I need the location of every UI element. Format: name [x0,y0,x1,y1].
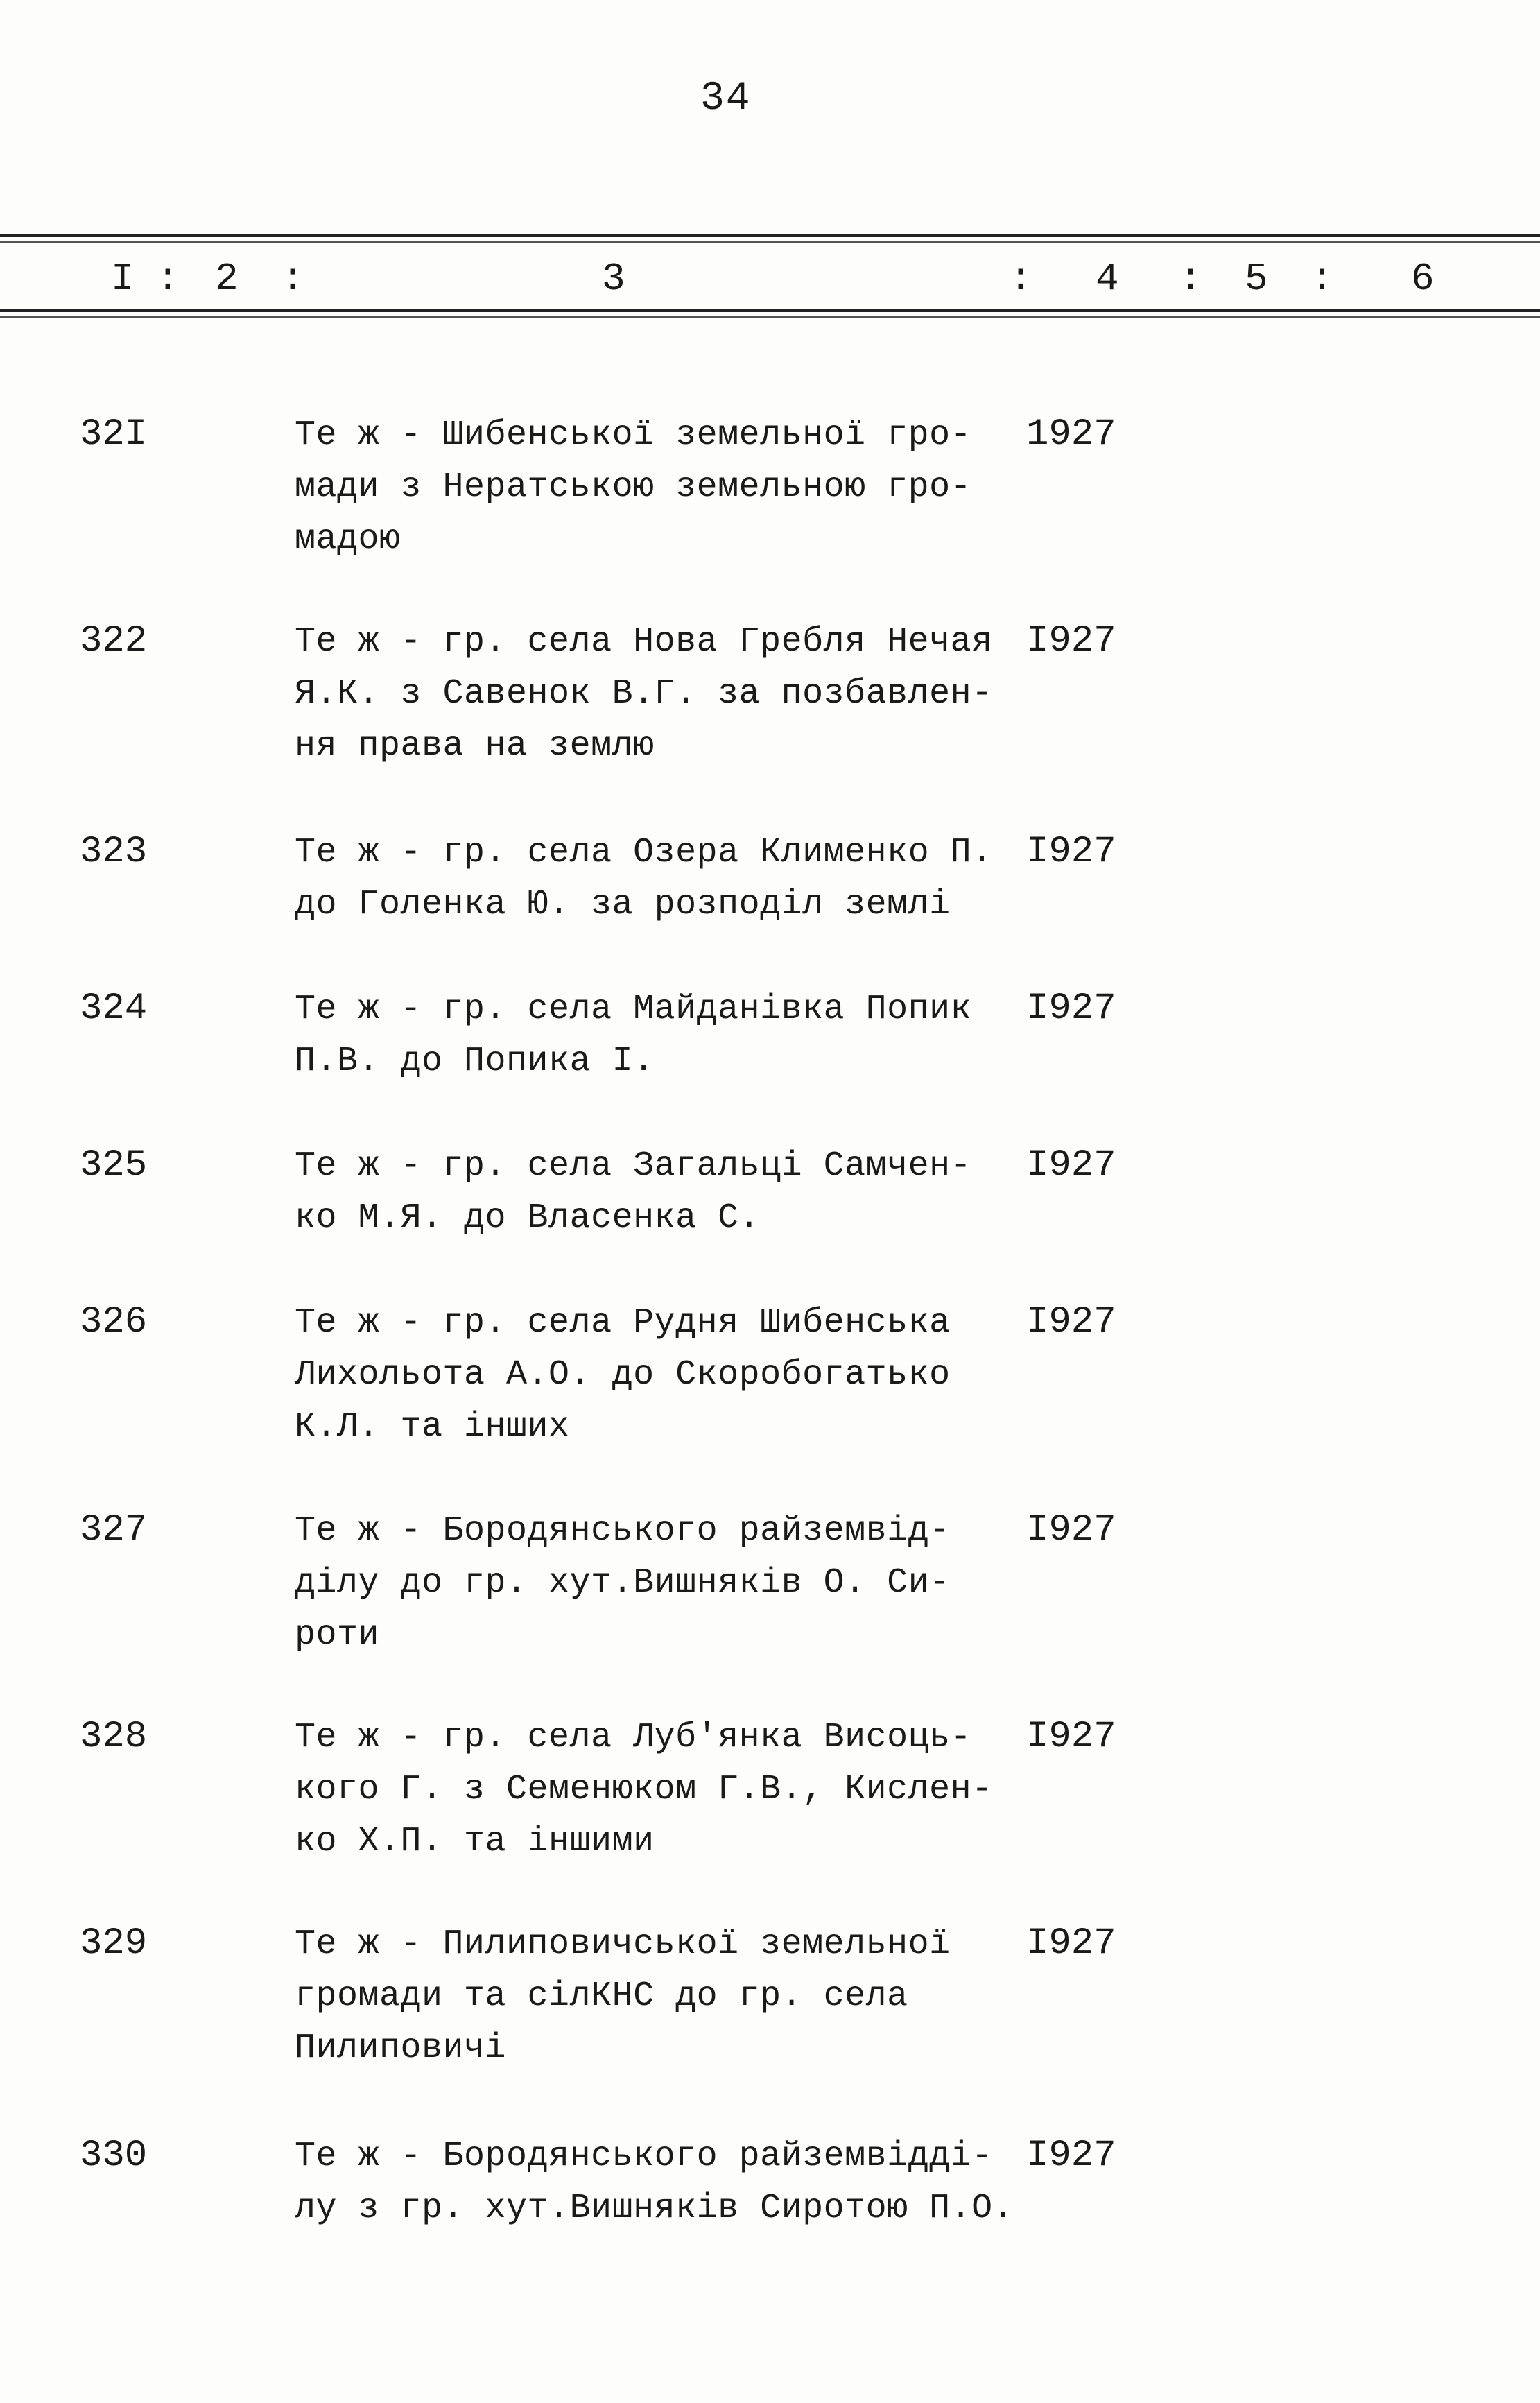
column-separator: : [1310,257,1334,301]
column-separator: : [1179,257,1202,301]
entry-number: 329 [80,1922,148,1965]
entry-description: Те ж - Пилиповичської земельної громади та сілКНС до гр. села Пилиповичі [295,1924,951,2068]
column-separator: : [281,257,304,301]
entry-number: 328 [80,1716,148,1758]
column-header-5: 5 [1245,257,1268,301]
entry-number: 330 [80,2135,148,2177]
column-header-6: 6 [1411,257,1435,301]
entry-description: Те ж - гр. села Загальці Самчен- ко М.Я. до Власенка С. [295,1146,972,1238]
column-separator: : [156,257,180,301]
entry-number: 324 [80,988,148,1030]
entry-description: Те ж - Бородянського райземвід- ділу до гр. хут.Вишняків О. Си- роти [295,1511,951,1655]
entry-year: I927 [1026,1716,1116,1758]
entry-year: I927 [1026,1301,1116,1343]
entry-number: 326 [80,1301,148,1343]
entry-year: I927 [1026,620,1116,662]
entry-description: Те ж - гр. села Нова Гребля Нечая Я.К. з Савенок В.Г. за позбавлен- ня права на землю [295,622,993,766]
entry-description: Те ж - гр. села Майданівка Попик П.В. до Попика І. [295,990,972,1081]
entry-number: 322 [80,620,148,662]
entry-year: I927 [1026,1144,1116,1187]
entry-year: 1927 [1026,413,1116,456]
entry-description: Те ж - гр. села Рудня Шибенська Лихольота А.О. до Скоробогатько К.Л. та інших [295,1303,951,1447]
entry-description: Те ж - Шибенської земельної гро- мади з Нератською земельною гро- мадою [295,415,972,559]
column-header-4: 4 [1096,257,1119,301]
column-header-3: 3 [602,257,625,301]
header-rule-top [0,234,1540,237]
entry-number: 327 [80,1509,148,1551]
entry-number: 32I [80,413,148,456]
column-header-2: 2 [215,257,239,301]
page-number: 34 [700,76,752,121]
entry-description: Те ж - гр. села Озера Клименко П. до Голенка Ю. за розподіл землі [295,833,993,924]
entry-number: 325 [80,1144,148,1187]
entry-year: I927 [1026,831,1116,873]
column-separator: : [1009,257,1032,301]
entry-number: 323 [80,831,148,873]
entry-year: I927 [1026,1509,1116,1551]
entry-year: I927 [1026,2135,1116,2177]
header-rule-bottom [0,309,1540,312]
entry-description: Те ж - гр. села Луб'янка Висоць- кого Г. з Семенюком Г.В., Кислен- ко Х.П. та іншими [295,1718,993,1861]
entry-description: Те ж - Бородянського райземвідді- лу з гр. хут.Вишняків Сиротою П.О. [295,2137,1014,2228]
header-rule-top-inner [0,241,1540,243]
entry-year: I927 [1026,1922,1116,1965]
column-header-1: I [111,257,135,301]
header-rule-bottom-inner [0,316,1540,318]
entry-year: I927 [1026,988,1116,1030]
